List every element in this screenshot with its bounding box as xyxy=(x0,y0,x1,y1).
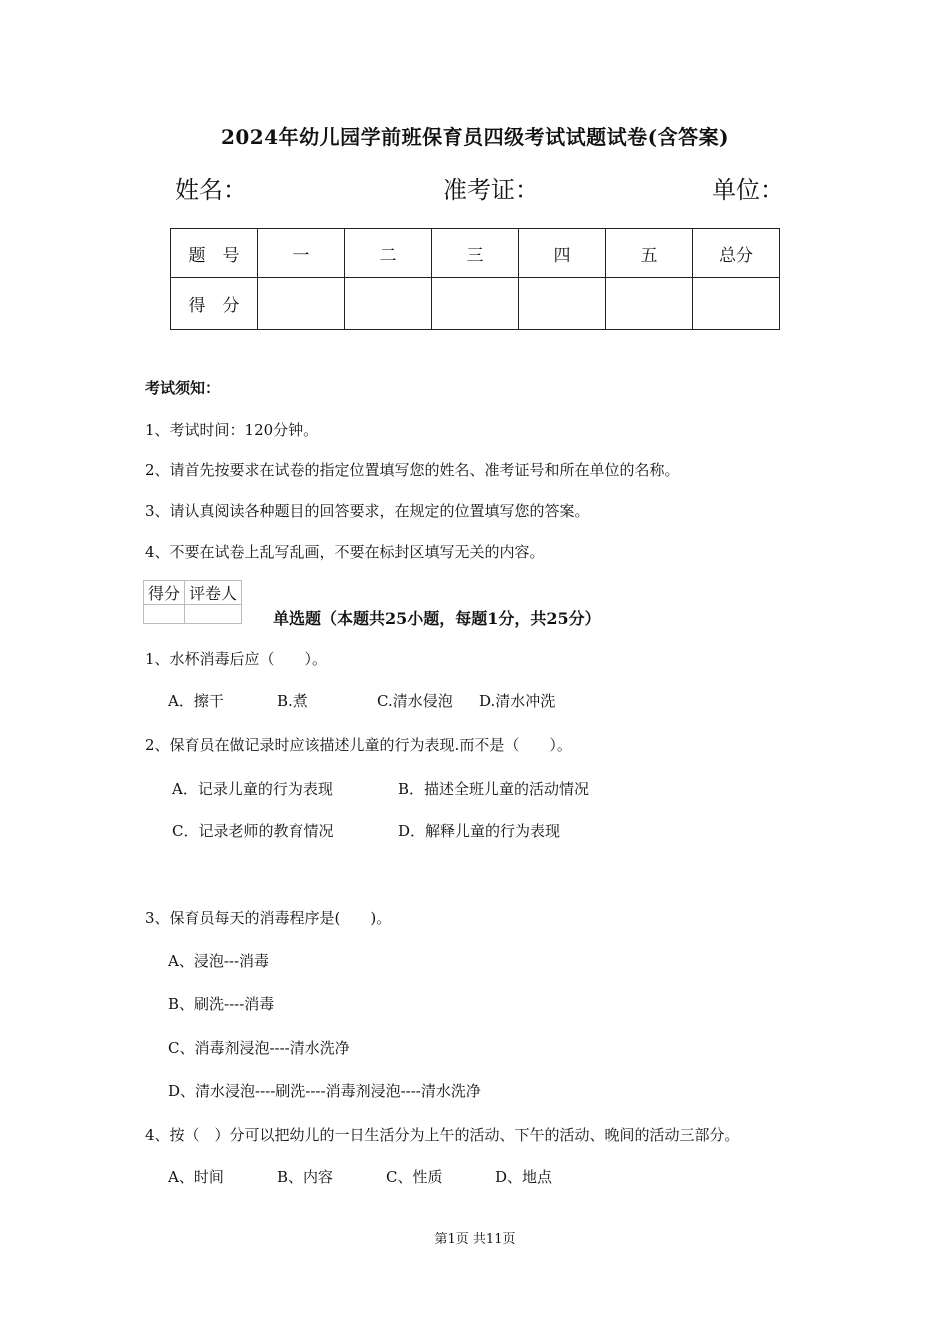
question-option[interactable]: D.清水冲洗 xyxy=(479,692,556,710)
notice-item: 4、不要在试卷上乱写乱画，不要在标封区填写无关的内容。 xyxy=(145,543,545,561)
score-table-header: 四 xyxy=(519,229,606,278)
question-option[interactable]: D、地点 xyxy=(495,1168,553,1186)
notice-item: 3、请认真阅读各种题目的回答要求，在规定的位置填写您的答案。 xyxy=(145,502,590,520)
score-cell[interactable] xyxy=(606,278,693,330)
grader-box xyxy=(143,580,242,624)
section-title: 单选题（本题共25小题，每题1分，共25分） xyxy=(273,609,601,628)
question-stem: 2、保育员在做记录时应该描述儿童的行为表现.而不是（ ）。 xyxy=(145,736,572,754)
score-table-header: 五 xyxy=(606,229,693,278)
question-option[interactable]: B.煮 xyxy=(277,692,308,710)
page-title: 2024年幼儿园学前班保育员四级考试试题试卷(含答案) xyxy=(220,125,730,149)
exam-number-label: 准考证： xyxy=(443,176,539,204)
question-option[interactable]: C、消毒剂浸泡----清水洗净 xyxy=(168,1039,350,1057)
score-cell[interactable] xyxy=(693,278,780,330)
score-table-header: 二 xyxy=(345,229,432,278)
unit-label: 单位： xyxy=(712,176,784,204)
score-cell[interactable] xyxy=(519,278,606,330)
score-cell[interactable] xyxy=(432,278,519,330)
score-table-header: 总分 xyxy=(693,229,780,278)
notice-item: 2、请首先按要求在试卷的指定位置填写您的姓名、准考证号和所在单位的名称。 xyxy=(145,461,680,479)
grader-name-cell[interactable] xyxy=(185,605,242,624)
notice-item: 1、考试时间：120分钟。 xyxy=(145,421,319,439)
question-option[interactable]: D．解释儿童的行为表现 xyxy=(398,822,561,840)
score-table-score-row xyxy=(171,278,780,330)
question-option[interactable]: A、时间 xyxy=(168,1168,224,1186)
question-option[interactable]: C.清水侵泡 xyxy=(377,692,453,710)
question-option[interactable]: D、清水浸泡----刷洗----消毒剂浸泡----清水洗净 xyxy=(168,1082,481,1100)
question-stem: 3、保育员每天的消毒程序是( )。 xyxy=(145,909,392,927)
question-option[interactable]: C、性质 xyxy=(386,1168,443,1186)
notice-heading: 考试须知： xyxy=(145,379,221,397)
grader-score-cell[interactable] xyxy=(144,605,185,624)
score-cell[interactable] xyxy=(345,278,432,330)
question-option[interactable]: A．记录儿童的行为表现 xyxy=(172,780,333,798)
score-table-header: 一 xyxy=(258,229,345,278)
question-option[interactable]: B、内容 xyxy=(277,1168,334,1186)
score-row-label: 得 分 xyxy=(171,278,258,330)
score-table xyxy=(170,228,780,330)
question-option[interactable]: B．描述全班儿童的活动情况 xyxy=(398,780,590,798)
question-option[interactable]: A、浸泡---消毒 xyxy=(168,952,270,970)
grader-score-label: 得分 xyxy=(144,581,185,605)
question-option[interactable]: C．记录老师的教育情况 xyxy=(172,822,334,840)
question-option[interactable]: A．擦干 xyxy=(168,692,224,710)
question-option[interactable]: B、刷洗----消毒 xyxy=(168,995,275,1013)
score-cell[interactable] xyxy=(258,278,345,330)
question-stem: 4、按（ ）分可以把幼儿的一日生活分为上午的活动、下午的活动、晚间的活动三部分。 xyxy=(145,1126,740,1144)
name-label: 姓名： xyxy=(175,176,247,204)
score-table-header-row xyxy=(171,229,780,278)
question-stem: 1、水杯消毒后应（ ）。 xyxy=(145,650,328,668)
score-table-header: 题 号 xyxy=(171,229,258,278)
score-table-header: 三 xyxy=(432,229,519,278)
grader-name-label: 评卷人 xyxy=(185,581,242,605)
page-footer: 第1页 共11页 xyxy=(434,1232,516,1247)
